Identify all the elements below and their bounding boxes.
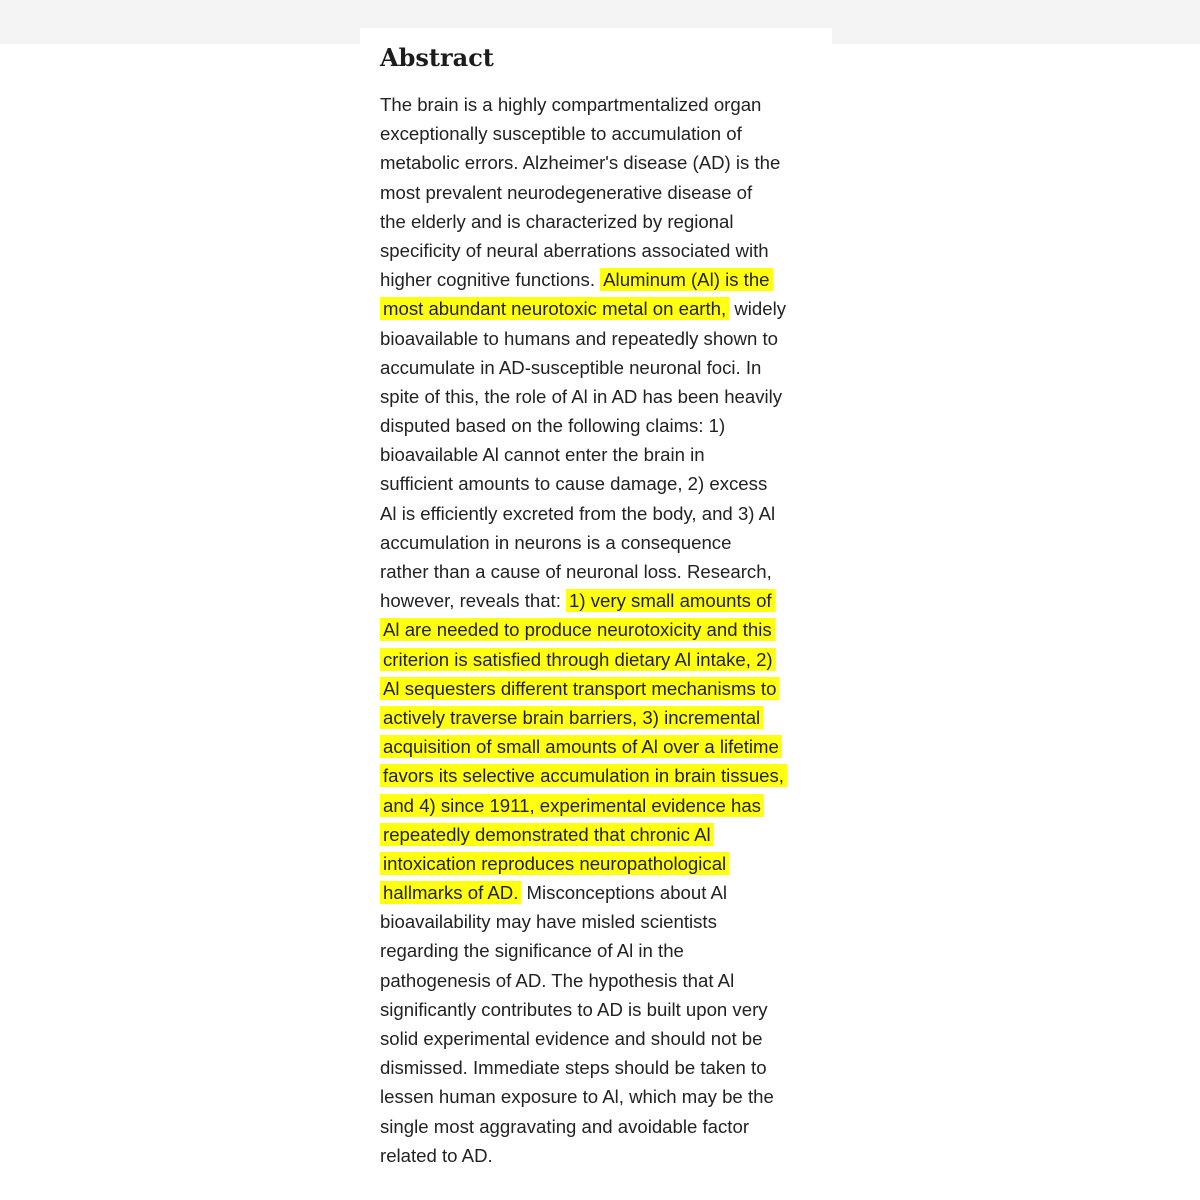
abstract-line — [380, 791, 820, 820]
abstract-text: single most aggravating and avoidable factor — [380, 1115, 750, 1137]
abstract-line — [380, 440, 820, 469]
highlighted-text: acquisition of small amounts of Al over a lifetime — [380, 735, 782, 758]
abstract-line — [380, 178, 820, 207]
abstract-line — [380, 966, 820, 995]
abstract-text: however, reveals that: — [380, 590, 567, 612]
abstract-text: solid experimental evidence and should not be — [380, 1028, 763, 1049]
highlighted-text: favors its selective accumulation in brain tissues, — [380, 764, 787, 787]
abstract-line — [380, 90, 820, 119]
abstract-text: bioavailable to humans and repeatedly shown to — [380, 327, 778, 349]
highlighted-text: and 4) since 1911, experimental evidence has — [380, 794, 764, 817]
abstract-line — [380, 1141, 820, 1170]
abstract-text: pathogenesis of AD. The hypothesis that Al — [380, 969, 735, 991]
abstract-line — [380, 732, 820, 761]
abstract-line — [380, 265, 820, 294]
highlighted-text: actively traverse brain barriers, 3) incremental — [380, 706, 763, 729]
abstract-line — [380, 207, 820, 236]
abstract-text: higher cognitive functions. — [380, 269, 601, 291]
abstract-line — [380, 382, 820, 411]
abstract-line — [380, 557, 820, 586]
highlighted-text: intoxication reproduces neuropathological — [380, 852, 729, 875]
abstract-line — [380, 1112, 820, 1141]
abstract-line — [380, 674, 820, 703]
abstract-text: The brain is a highly compartmentalized organ — [380, 94, 762, 115]
abstract-line — [380, 849, 820, 878]
abstract-line — [380, 615, 820, 644]
abstract-line — [380, 645, 820, 674]
highlighted-text: repeatedly demonstrated that chronic Al — [380, 823, 714, 846]
highlighted-text: hallmarks of AD. — [380, 881, 521, 904]
abstract-text: spite of this, the role of Al in AD has been heavily — [380, 385, 783, 407]
abstract-line — [380, 324, 820, 353]
abstract-line — [380, 820, 820, 849]
abstract-text: rather than a cause of neuronal loss. Research, — [380, 561, 772, 582]
highlighted-text: Al sequesters different transport mechanisms to — [380, 677, 779, 700]
abstract-text: bioavailable Al cannot enter the brain in — [380, 444, 705, 466]
abstract-line — [380, 586, 820, 615]
abstract-text: significantly contributes to AD is built upon very — [380, 998, 768, 1020]
abstract-line — [380, 995, 820, 1024]
highlighted-text: 1) very small amounts of — [566, 589, 775, 612]
highlighted-text: Al are needed to produce neurotoxicity and this — [380, 618, 775, 641]
abstract-text: widely — [729, 298, 787, 320]
abstract-text: Misconceptions about Al — [521, 882, 728, 904]
abstract-text: the elderly and is characterized by regional — [380, 210, 734, 232]
abstract-text: lessen human exposure to Al, which may be the — [380, 1086, 774, 1108]
abstract-text: regarding the significance of Al in the — [380, 940, 684, 962]
abstract-line — [380, 528, 820, 557]
abstract-text: specificity of neural aberrations associated with — [380, 239, 769, 261]
abstract-line — [380, 236, 820, 265]
abstract-text: exceptionally susceptible to accumulation of — [380, 123, 742, 145]
abstract-line — [380, 878, 820, 907]
abstract-text: accumulate in AD-susceptible neuronal foci. In — [380, 356, 762, 378]
abstract-text: bioavailability may have misled scientists — [380, 911, 717, 933]
abstract-text: sufficient amounts to cause damage, 2) excess — [380, 473, 768, 495]
abstract-text: most prevalent neurodegenerative disease of — [380, 181, 753, 203]
abstract-line — [380, 411, 820, 440]
abstract-line — [380, 499, 820, 528]
highlighted-text: criterion is satisfied through dietary Al intake, 2) — [380, 648, 776, 671]
abstract-line — [380, 1082, 820, 1111]
abstract-text: accumulation in neurons is a consequence — [380, 531, 732, 553]
abstract-line — [380, 119, 820, 148]
abstract-text: dismissed. Immediate steps should be taken to — [380, 1057, 767, 1079]
abstract-line — [380, 907, 820, 936]
abstract-text: Al is efficiently excreted from the body, and 3) Al — [380, 502, 776, 524]
abstract-body — [380, 90, 820, 1170]
abstract-line — [380, 1024, 820, 1053]
abstract-line — [380, 936, 820, 965]
highlighted-text: most abundant neurotoxic metal on earth, — [380, 297, 729, 320]
abstract-line — [380, 1053, 820, 1082]
abstract-heading: Abstract — [380, 43, 494, 72]
abstract-text: related to AD. — [380, 1144, 493, 1166]
highlighted-text: Aluminum (Al) is the — [600, 268, 772, 291]
abstract-line — [380, 761, 820, 790]
abstract-line — [380, 294, 820, 323]
abstract-line — [380, 353, 820, 382]
abstract-text: disputed based on the following claims: 1) — [380, 415, 726, 437]
abstract-line — [380, 148, 820, 177]
abstract-line — [380, 469, 820, 498]
abstract-line — [380, 703, 820, 732]
abstract-text: metabolic errors. Alzheimer's disease (AD) is the — [380, 152, 781, 174]
